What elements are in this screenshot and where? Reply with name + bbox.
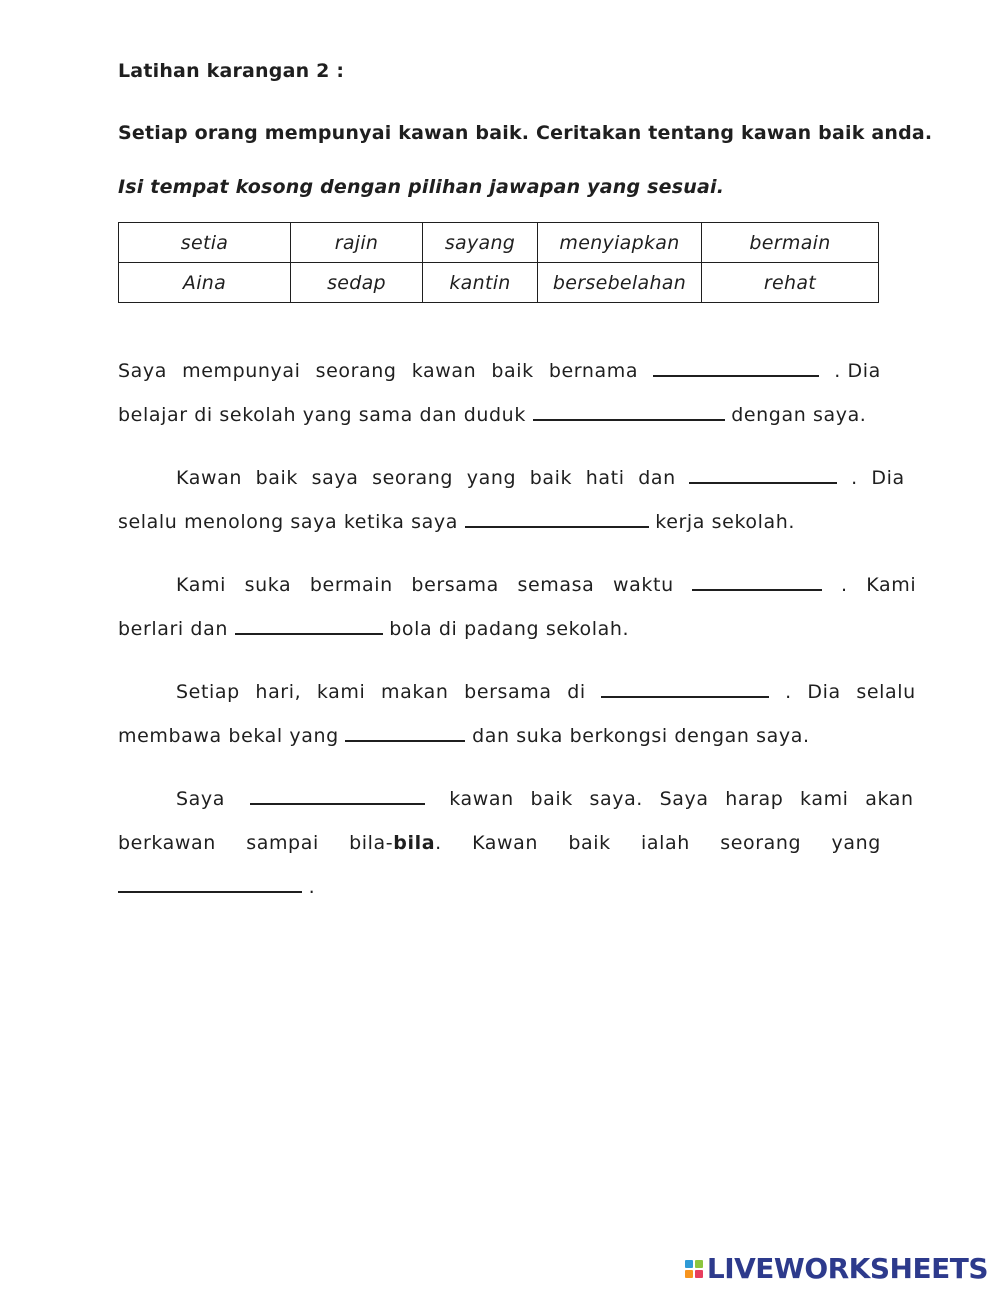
text-segment: selalu menolong saya ketika saya [118,511,458,533]
paragraph-line [118,393,881,437]
text-segment: Kami suka bermain bersama semasa waktu [176,574,674,596]
word: Saya [118,360,167,382]
paragraph-2 [118,456,905,544]
answer-blank-10[interactable] [118,872,302,893]
word: Kawan [472,832,539,854]
answer-blank-4[interactable] [465,507,649,528]
word: mempunyai [182,360,301,382]
liveworksheets-logo [685,1252,988,1285]
period: . [435,832,442,854]
word: . Dia [834,360,881,382]
text-segment: membawa bekal yang [118,725,339,747]
logo-square [685,1270,693,1278]
choices-row [119,223,879,263]
answer-blank-9[interactable] [250,784,425,805]
choices-row [119,263,879,303]
paragraph-4 [118,670,916,758]
word: baik [568,832,611,854]
choice-cell: Aina [119,263,291,303]
answer-blank-1[interactable] [653,356,819,377]
logo-square [695,1260,703,1268]
answer-blank-7[interactable] [601,677,769,698]
paragraph-line [118,821,881,865]
answer-choices-table [118,222,879,303]
paragraph-line [118,714,881,758]
essay-question: Setiap orang mempunyai kawan baik. Ceritakan tentang kawan baik anda. [118,122,933,144]
paragraph-3 [118,563,917,651]
text-segment: dengan saya. [731,404,867,426]
brand-text: LIVEWORKSHEETS [706,1252,988,1285]
choice-cell: setia [119,223,291,263]
paragraph-line [118,670,916,714]
choice-cell: sedap [291,263,423,303]
word: ialah [641,832,690,854]
period: . [308,876,316,898]
answer-blank-5[interactable] [692,570,822,591]
instruction-text: Isi tempat kosong dengan pilihan jawapan yang sesuai. [118,176,725,198]
paragraph-line [118,456,905,500]
choice-cell: menyiapkan [538,223,702,263]
choice-cell: bersebelahan [538,263,702,303]
text-segment: kerja sekolah. [655,511,795,533]
bold-word-part: bila [393,832,436,854]
paragraph-line [118,349,881,393]
word: baik [491,360,534,382]
paragraph-line [118,563,917,607]
text-segment: dan suka berkongsi dengan saya. [472,725,810,747]
text-segment: Setiap hari, kami makan bersama di [176,681,586,703]
text-segment: . Dia selalu [785,681,916,703]
word [349,821,442,865]
word: berkawan [118,832,216,854]
answer-blank-3[interactable] [689,463,837,484]
choice-cell: bermain [702,223,879,263]
text-segment: berlari dan [118,618,228,640]
text-segment: kawan baik saya. Saya harap kami akan [449,788,914,810]
logo-square [695,1270,703,1278]
word: seorang [315,360,397,382]
answer-blank-8[interactable] [345,721,465,742]
choice-cell: sayang [423,223,538,263]
word: bernama [548,360,639,382]
word-part: bila- [349,832,394,854]
logo-square [685,1260,693,1268]
text-segment: . Dia [851,467,905,489]
paragraph-line [118,500,881,544]
choice-cell: rajin [291,223,423,263]
text-segment: bola di padang sekolah. [389,618,630,640]
text-segment: Saya [176,788,225,810]
liveworksheets-icon [685,1260,703,1278]
worksheet-title: Latihan karangan 2 : [118,60,345,82]
answer-blank-6[interactable] [235,614,383,635]
paragraph-1 [118,349,881,437]
text-segment: . Kami [841,574,917,596]
word: sampai [246,832,319,854]
paragraph-line [118,777,914,821]
word: seorang [720,832,802,854]
word: yang [831,832,881,854]
choice-cell: rehat [702,263,879,303]
text-segment: belajar di sekolah yang sama dan duduk [118,404,526,426]
paragraph-5 [118,777,914,909]
paragraph-line [118,865,881,909]
choice-cell: kantin [423,263,538,303]
paragraph-line [118,607,881,651]
word: kawan [411,360,477,382]
text-segment: Kawan baik saya seorang yang baik hati dan [176,467,676,489]
answer-blank-2[interactable] [533,400,725,421]
